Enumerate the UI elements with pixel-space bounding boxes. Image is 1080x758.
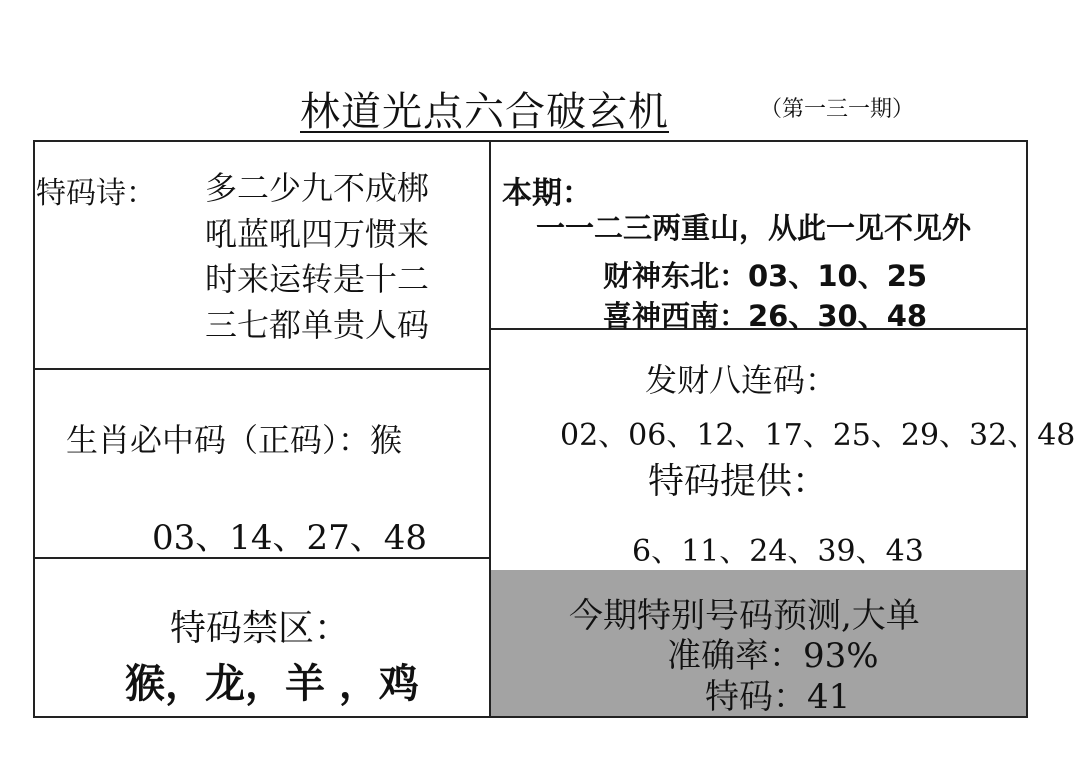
issue-number: （第一三一期） — [760, 97, 915, 122]
shengxiao-numbers: 03、14、27、48 — [152, 518, 428, 558]
benqi-verse: 一一二三两重山，从此一见不见外 — [536, 211, 972, 245]
tema-offer-label: 特码提供： — [648, 461, 829, 502]
facai-numbers: 02、06、12、17、25、29、32、48 — [560, 418, 1076, 453]
shengxiao-label: 生肖必中码（正码）：猴 — [66, 421, 403, 459]
poem-line: 吼蓝吼四万惯来 — [205, 214, 430, 253]
caishen-line: 财神东北：03、10、25 — [603, 259, 928, 293]
page-title: 林道光点六合破玄机 — [300, 89, 669, 135]
jinqu-values: 猴，龙，羊 ，鸡 — [125, 661, 419, 707]
poem-lines — [205, 166, 429, 348]
xishen-line: 喜神西南：26、30、48 — [603, 299, 928, 333]
prediction-accuracy: 准确率：93% — [667, 636, 879, 676]
tema-offer-numbers: 6、11、24、39、43 — [632, 534, 924, 569]
prediction-box — [491, 570, 1026, 716]
prediction-tema: 特码：41 — [705, 677, 851, 717]
prediction-line-1: 今期特别号码预测,大单 — [569, 596, 920, 636]
jinqu-label: 特码禁区： — [170, 608, 351, 649]
poem-line: 三七都单贵人码 — [205, 305, 430, 344]
benqi-label: 本期： — [502, 176, 592, 211]
facai-label: 发财八连码： — [645, 361, 838, 399]
poem-label: 特码诗： — [36, 176, 156, 211]
poem-line: 多二少九不成梆 — [205, 169, 430, 207]
poem-line: 时来运转是十二 — [205, 260, 430, 298]
row-divider-left-1 — [33, 368, 491, 370]
